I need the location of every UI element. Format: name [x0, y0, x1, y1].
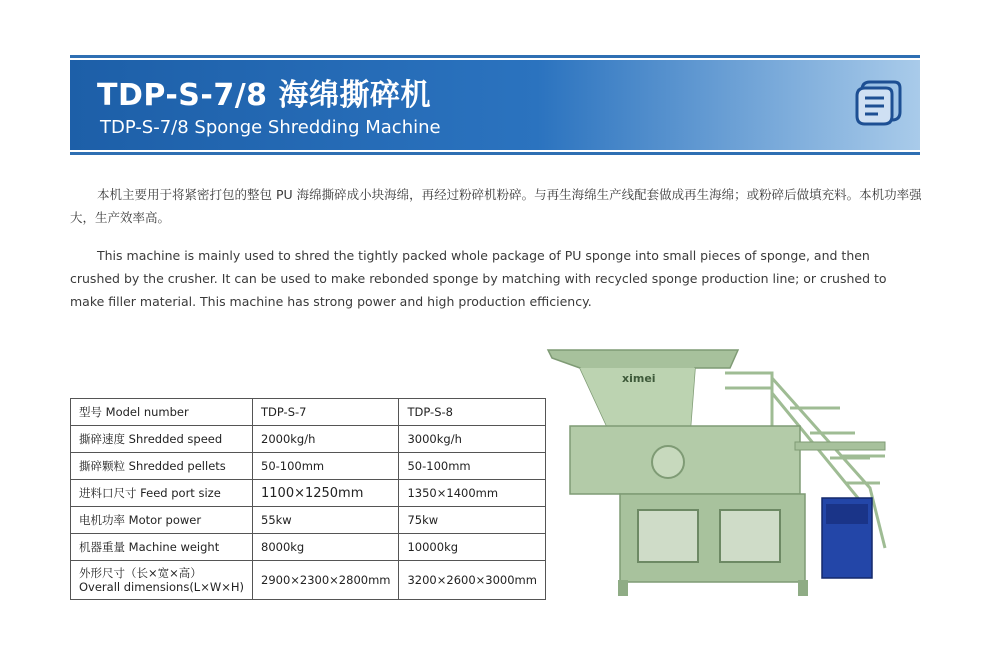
table-cell-value: 8000kg [253, 534, 399, 561]
table-cell-value: 55kw [253, 507, 399, 534]
table-row [71, 534, 546, 561]
page-title: TDP-S-7/8 海绵撕碎机 [97, 78, 431, 113]
table-cell-value: 3000kg/h [399, 426, 545, 453]
header-top-rule [70, 55, 920, 58]
bearing-cover [652, 446, 684, 478]
table-cell-label: 撕碎颗粒 Shredded pellets [71, 453, 253, 480]
spec-table [70, 398, 546, 600]
table-cell-value: 2000kg/h [253, 426, 399, 453]
description-english: This machine is mainly used to shred the tightly packed whole package of PU sponge into small pieces of sponge, and then crushed by the crusher. It can be used to make rebonded sponge by matching with recycled sponge production line; or crushed to make filler material. This machine has strong power and high production efficiency. [70, 248, 887, 309]
header-bottom-rule [70, 152, 920, 155]
table-row [71, 480, 546, 507]
table-cell-value: 50-100mm [253, 453, 399, 480]
layered-square-logo-icon [848, 72, 908, 132]
table-row [71, 426, 546, 453]
side-beam [795, 442, 885, 450]
table-cell-value: 2900×2300×2800mm [253, 561, 399, 600]
table-cell-label: 电机功率 Motor power [71, 507, 253, 534]
machine-brand-text: ximei [622, 372, 656, 385]
table-cell-value: TDP-S-7 [253, 399, 399, 426]
page-subtitle: TDP-S-7/8 Sponge Shredding Machine [100, 117, 441, 138]
table-cell-label-line1: 外形尺寸（长×宽×高） [79, 566, 202, 580]
table-cell-value: 3200×2600×3000mm [399, 561, 545, 600]
title-banner [70, 60, 920, 150]
table-cell-label [71, 561, 253, 600]
table-row [71, 507, 546, 534]
leg [618, 580, 628, 596]
table-cell-label: 机器重量 Machine weight [71, 534, 253, 561]
table-row [71, 399, 546, 426]
shredder-machine-image [540, 338, 900, 600]
table-cell-value: TDP-S-8 [399, 399, 545, 426]
table-cell-label: 进料口尺寸 Feed port size [71, 480, 253, 507]
window-right [720, 510, 780, 562]
table-cell-value: 1350×1400mm [399, 480, 545, 507]
motor-top [826, 504, 868, 524]
table-cell-label: 型号 Model number [71, 399, 253, 426]
table-row [71, 453, 546, 480]
description-chinese: 本机主要用于将紧密打包的整包 PU 海绵撕碎成小块海绵，再经过粉碎机粉碎。与再生海绵生产线配套做成再生海绵；或粉碎后做填充料。本机功率强大，生产效率高。 [70, 187, 922, 225]
table-cell-value: 1100×1250mm [253, 480, 399, 507]
shredder-body [570, 426, 800, 494]
table-cell-value: 75kw [399, 507, 545, 534]
table-cell-value: 10000kg [399, 534, 545, 561]
table-cell-label: 撕碎速度 Shredded speed [71, 426, 253, 453]
table-cell-label-line2: Overall dimensions(L×W×H) [79, 580, 244, 594]
table-row [71, 561, 546, 600]
table-cell-value: 50-100mm [399, 453, 545, 480]
leg [798, 580, 808, 596]
window-left [638, 510, 698, 562]
